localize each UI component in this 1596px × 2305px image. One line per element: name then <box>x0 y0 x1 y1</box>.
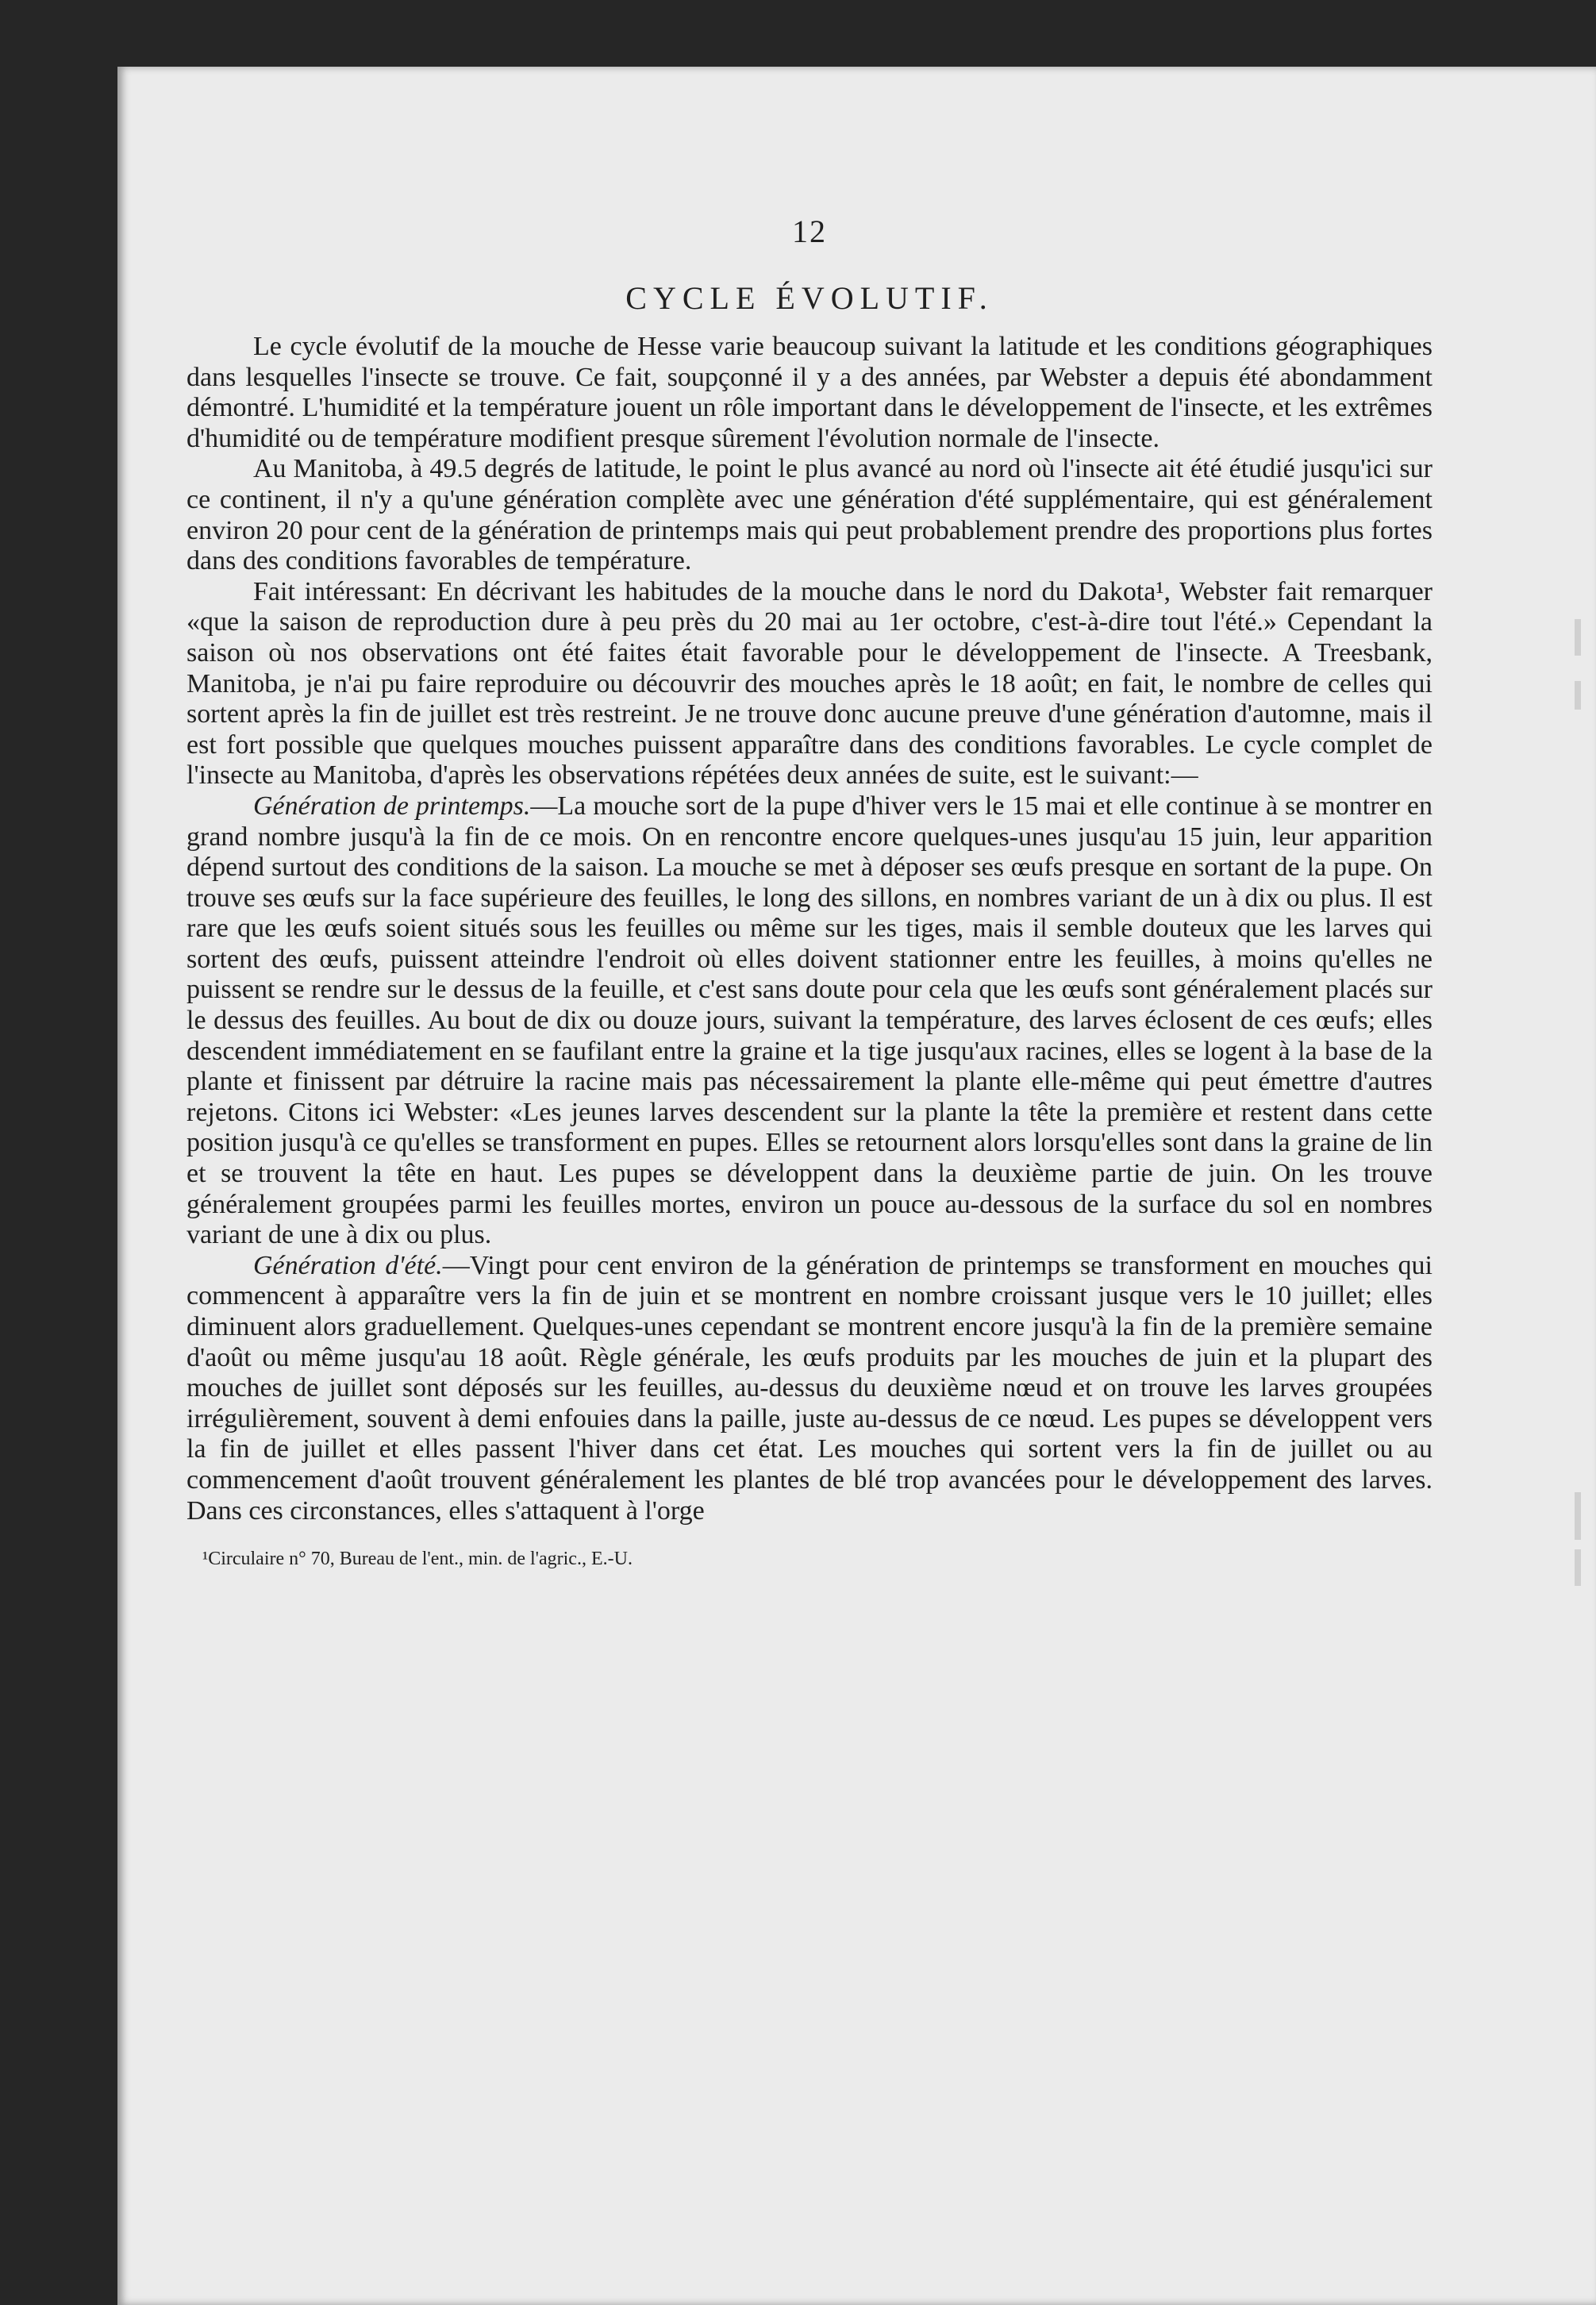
paragraph <box>187 454 1433 576</box>
paragraph <box>187 791 1433 1251</box>
paragraph-text: —La mouche sort de la pupe d'hiver vers le 15 mai et elle continue à se montrer en grand nombre jusqu'à la fin de ce mois. On en rencontre encore quelques-unes jusqu'au 15 juin, leur apparition dépend surtout des conditions de la saison. La mouche se met à déposer ses œufs presque en sortant de la pupe. On trouve ses œufs sur la face supérieure des feuilles, le long des sillons, en nombres variant de un à dix ou plus. Il est rare que les œufs soient situés sous les feuilles ou même sur les tiges, mais il semble douteux que les larves qui sortent des œufs, puissent atteindre l'endroit où elles doivent stationner entre les feuilles, à moins qu'elles ne puissent se rendre sur le dessus de la feuille, et c'est sans doute pour cela que les œufs sont généralement placés sur le dessus des feuilles. Au bout de dix ou douze jours, suivant la température, des larves éclosent de ces œufs; elles descendent immédiatement en se faufilant entre la graine et la tige jusqu'aux racines, elles se logent à la base de la plante et finissent par détruire la racine mais pas nécessairement la plante elle-même qui peut émettre d'autres rejetons. Citons ici Webster: «Les jeunes larves descendent sur la plante la tête la première et restent dans cette position jusqu'à ce qu'elles se transforment en pupes. Elles se retournent alors lorsqu'elles sont dans la graine de lin et se trouvent la tête en haut. Les pupes se développent dans la deuxième partie de juin. On les trouve généralement groupées parmi les feuilles mortes, environ un pouce au-dessous de la surface du sol en nombres variant de une à dix ou plus. <box>187 791 1433 1250</box>
paragraph-text: —Vingt pour cent environ de la génération de printemps se transforment en mouches qui commencent à apparaître vers la fin de juin et se montrent en nombre croissant jusque vers le 10 juillet; elles diminuent alors graduellement. Quelques-unes cependant se montrent encore jusqu'à la fin de la première semaine d'août ou même jusqu'au 18 août. Règle générale, les œufs produits par les mouches de juin et la plupart des mouches de juillet sont déposés sur les feuilles, au-dessus du deuxième nœud et on trouve les larves groupées irrégulièrement, souvent à demi enfouies dans la paille, juste au-dessus de ce nœud. Les pupes se développent vers la fin de juillet et elles passent l'hiver dans cet état. Les mouches qui sortent vers la fin de juillet ou au commencement d'août trouvent généralement les plantes de blé trop avancées pour le développement des larves. Dans ces circonstances, elles s'attaquent à l'orge <box>187 1250 1433 1526</box>
paragraph <box>187 577 1433 791</box>
margin-mark <box>1575 1549 1581 1586</box>
footnote: ¹Circulaire n° 70, Bureau de l'ent., min. de l'agric., E.-U. <box>202 1549 633 1570</box>
page-content <box>187 127 1433 1571</box>
paragraph <box>187 332 1433 454</box>
margin-mark <box>1575 1492 1581 1540</box>
paragraph-text: Au Manitoba, à 49.5 degrés de latitude, le point le plus avancé au nord où l'insecte ait été étudié jusqu'ici sur ce continent, il n'y a qu'une génération complète avec une génération d'été supplémentaire, qui est généralement environ 20 pour cent de la génération de printemps mais qui peut probablement prendre des proportions plus fortes dans des conditions favorables de température. <box>187 454 1433 576</box>
section-heading: CYCLE ÉVOLUTIF. <box>625 280 994 316</box>
paragraph-lead: Génération d'été. <box>253 1250 443 1280</box>
paragraph-lead: Génération de printemps. <box>253 791 531 821</box>
body-text <box>187 332 1433 1526</box>
paragraph <box>187 1251 1433 1526</box>
paragraph-text: Le cycle évolutif de la mouche de Hesse varie beaucoup suivant la latitude et les conditions géographiques dans lesquelles l'insecte se trouve. Ce fait, soupçonné il y a des années, par Webster a depuis été abondamment démontré. L'humidité et la température jouent un rôle important dans le développement de l'insecte, et les extrêmes d'humidité ou de température modifient presque sûrement l'évolution normale de l'insecte. <box>187 332 1433 453</box>
margin-mark <box>1575 619 1581 656</box>
page-number: 12 <box>792 214 827 249</box>
paragraph-text: Fait intéressant: En décrivant les habitudes de la mouche dans le nord du Dakota¹, Webster fait remarquer «que la saison de reproduction dure à peu près du 20 mai au 1er octobre, c'est-à-dire tout l'été.» Cependant la saison où nos observations ont été faites était favorable pour le développement de l'insecte. A Treesbank, Manitoba, je n'ai pu faire reproduire ou découvrir des mouches après le 18 août; en fait, le nombre de celles qui sortent après la fin de juillet est très restreint. Je ne trouve donc aucune preuve d'une génération d'automne, mais il est fort possible que quelques mouches puissent apparaître dans des conditions favorables. Le cycle complet de l'insecte au Manitoba, d'après les observations répétées deux années de suite, est le suivant:— <box>187 576 1433 791</box>
margin-mark <box>1575 681 1581 710</box>
